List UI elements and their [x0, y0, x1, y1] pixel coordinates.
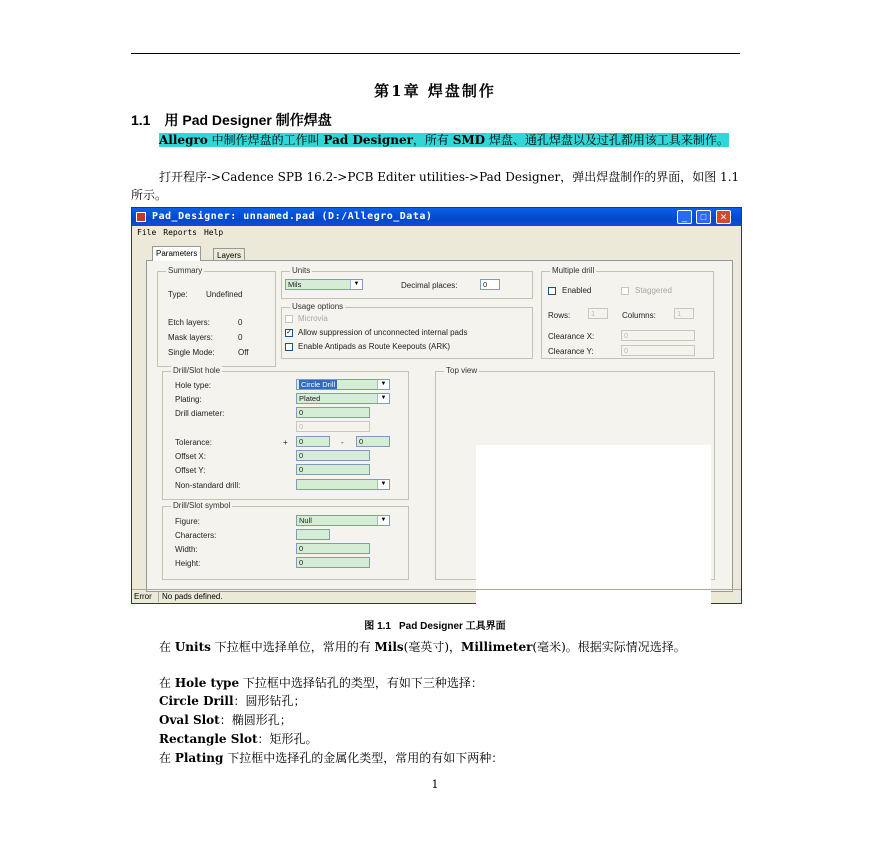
status-message: No pads defined.	[162, 592, 223, 601]
summary-label: Summary	[168, 266, 203, 275]
decimal-places-label: Decimal places:	[401, 281, 458, 290]
header-rule	[131, 53, 740, 54]
chevron-down-icon: ▼	[350, 280, 362, 289]
minimize-icon[interactable]: _	[677, 210, 692, 224]
non-standard-drill-select[interactable]	[296, 479, 390, 490]
status-bar	[132, 589, 741, 603]
drill-diameter-label: Drill diameter:	[175, 409, 225, 418]
plating-paragraph: 在 Plating 下拉框中选择孔的金属化类型，常用的有如下两种：	[159, 751, 504, 765]
tolerance-plus-input[interactable]: 0	[296, 436, 330, 447]
allow-suppression-checkbox[interactable]: ✓	[286, 329, 292, 336]
drill-slot-symbol-group	[162, 501, 409, 580]
enabled-checkbox[interactable]	[548, 287, 556, 295]
page-number: 1	[431, 778, 439, 791]
enable-antipads-label: Enable Antipads as Route Keepouts (ARK)	[298, 342, 451, 351]
multiple-drill-group	[541, 266, 714, 359]
top-view-label: Top view	[446, 366, 478, 375]
chapter-title: 第1章 焊盘制作	[374, 82, 496, 100]
top-view-canvas[interactable]	[476, 445, 711, 608]
summary-group	[157, 266, 276, 367]
mask-layers-label: Mask layers:	[168, 333, 213, 342]
drill-slot-symbol-label: Drill/Slot symbol	[173, 501, 231, 510]
section-heading	[131, 110, 332, 130]
single-mode-label: Single Mode:	[168, 348, 215, 357]
height-input[interactable]: 0	[296, 557, 370, 568]
clearance-y-label: Clearance Y:	[548, 347, 594, 356]
clearance-x-input[interactable]: 0	[621, 330, 695, 341]
microvia-label: Microvia	[298, 314, 328, 323]
chevron-down-icon: ▼	[377, 380, 389, 389]
menu-help[interactable]: Help	[203, 228, 224, 237]
characters-label: Characters:	[175, 531, 217, 540]
drill-slot-hole-label: Drill/Slot hole	[173, 366, 221, 375]
status-divider	[158, 591, 159, 602]
window-title: Pad_Designer: unnamed.pad (D:/Allegro_Data)	[152, 211, 433, 222]
multiple-drill-label: Multiple drill	[552, 266, 595, 275]
offset-x-label: Offset X:	[175, 452, 206, 461]
title-bar	[132, 208, 741, 226]
plating-label: Plating:	[175, 395, 202, 404]
pad-designer-window	[131, 207, 742, 604]
chevron-down-icon: ▼	[377, 480, 389, 489]
caption-number: 图 1.1	[364, 621, 391, 632]
menu-bar	[132, 226, 741, 239]
tab-layers[interactable]: Layers	[213, 248, 245, 262]
etch-layers-value: 0	[238, 318, 243, 327]
hole-type-select[interactable]: Circle Drill ▼	[296, 379, 390, 390]
tolerance-minus: -	[341, 438, 344, 447]
app-icon	[136, 212, 146, 222]
usage-options-group	[281, 302, 533, 359]
figure-label: Figure:	[175, 517, 200, 526]
microvia-checkbox[interactable]	[285, 315, 293, 323]
type-value: Undefined	[206, 290, 243, 299]
etch-layers-label: Etch layers:	[168, 318, 210, 327]
intro-paragraph: Allegro 中制作焊盘的工作叫 Pad Designer，所有 SMD 焊盘、通孔焊盘以及过孔都用该工具来制作。	[159, 133, 729, 147]
clearance-x-label: Clearance X:	[548, 332, 595, 341]
figure-caption	[0, 617, 870, 632]
tolerance-label: Tolerance:	[175, 438, 212, 447]
parameters-panel	[146, 260, 733, 592]
offset-y-label: Offset Y:	[175, 466, 206, 475]
usage-options-label: Usage options	[292, 302, 344, 311]
figure-select[interactable]: Null ▼	[296, 515, 390, 526]
decimal-places-input[interactable]: 0	[480, 279, 500, 290]
offset-x-input[interactable]: 0	[296, 450, 370, 461]
enable-antipads-checkbox[interactable]	[285, 343, 293, 351]
close-icon[interactable]: ✕	[716, 210, 731, 224]
list-item: Rectangle Slot：矩形孔。	[159, 732, 318, 746]
section-number: 1.1	[131, 112, 151, 128]
drill-diameter-secondary-input[interactable]: 0	[296, 421, 370, 432]
height-label: Height:	[175, 559, 201, 568]
menu-reports[interactable]: Reports	[163, 228, 197, 237]
clearance-y-input[interactable]: 0	[621, 345, 695, 356]
type-label: Type:	[168, 290, 188, 299]
enabled-label: Enabled	[562, 286, 592, 295]
allow-suppression-label: Allow suppression of unconnected internal pads	[298, 328, 468, 337]
menu-file[interactable]: File	[137, 228, 157, 237]
maximize-icon[interactable]: □	[696, 210, 711, 224]
plating-select[interactable]: Plated ▼	[296, 393, 390, 404]
tolerance-minus-input[interactable]: 0	[356, 436, 390, 447]
columns-input[interactable]: 1	[674, 308, 694, 319]
list-item: Oval Slot：椭圆形孔；	[159, 713, 292, 727]
staggered-label: Staggered	[635, 286, 672, 295]
section-title: 用 Pad Designer 制作焊盘	[164, 112, 332, 128]
width-input[interactable]: 0	[296, 543, 370, 554]
drill-diameter-input[interactable]: 0	[296, 407, 370, 418]
chevron-down-icon: ▼	[377, 516, 389, 525]
rows-input[interactable]: 1	[588, 308, 608, 319]
tab-parameters[interactable]: Parameters	[152, 246, 201, 261]
mask-layers-value: 0	[238, 333, 243, 342]
offset-y-input[interactable]: 0	[296, 464, 370, 475]
staggered-checkbox[interactable]	[621, 287, 629, 295]
characters-input[interactable]	[296, 529, 330, 540]
hole-type-label: Hole type:	[175, 381, 212, 390]
open-program-paragraph: 打开程序->Cadence SPB 16.2->PCB Editer utilities->Pad Designer，弹出焊盘制作的界面，如图 1.1 所示。	[131, 170, 740, 202]
width-label: Width:	[175, 545, 198, 554]
tolerance-plus: +	[283, 438, 288, 447]
units-group	[281, 266, 533, 299]
chevron-down-icon: ▼	[377, 394, 389, 403]
rows-label: Rows:	[548, 311, 571, 320]
caption-text: Pad Designer 工具界面	[398, 621, 506, 632]
drill-slot-hole-group	[162, 366, 409, 500]
single-mode-value: Off	[238, 348, 249, 357]
hole-type-paragraph: 在 Hole type 下拉框中选择钻孔的类型，有如下三种选择：	[159, 676, 483, 690]
non-standard-drill-label: Non-standard drill:	[175, 481, 241, 490]
status-level: Error	[134, 592, 152, 601]
columns-label: Columns:	[622, 311, 656, 320]
units-select[interactable]: Mils ▼	[285, 279, 363, 290]
units-paragraph: 在 Units 下拉框中选择单位，常用的有 Mils(毫英寸)，Millimeter(毫米)。根据实际情况选择。	[159, 640, 686, 654]
list-item: Circle Drill：圆形钻孔；	[159, 694, 306, 708]
units-label: Units	[292, 266, 311, 275]
